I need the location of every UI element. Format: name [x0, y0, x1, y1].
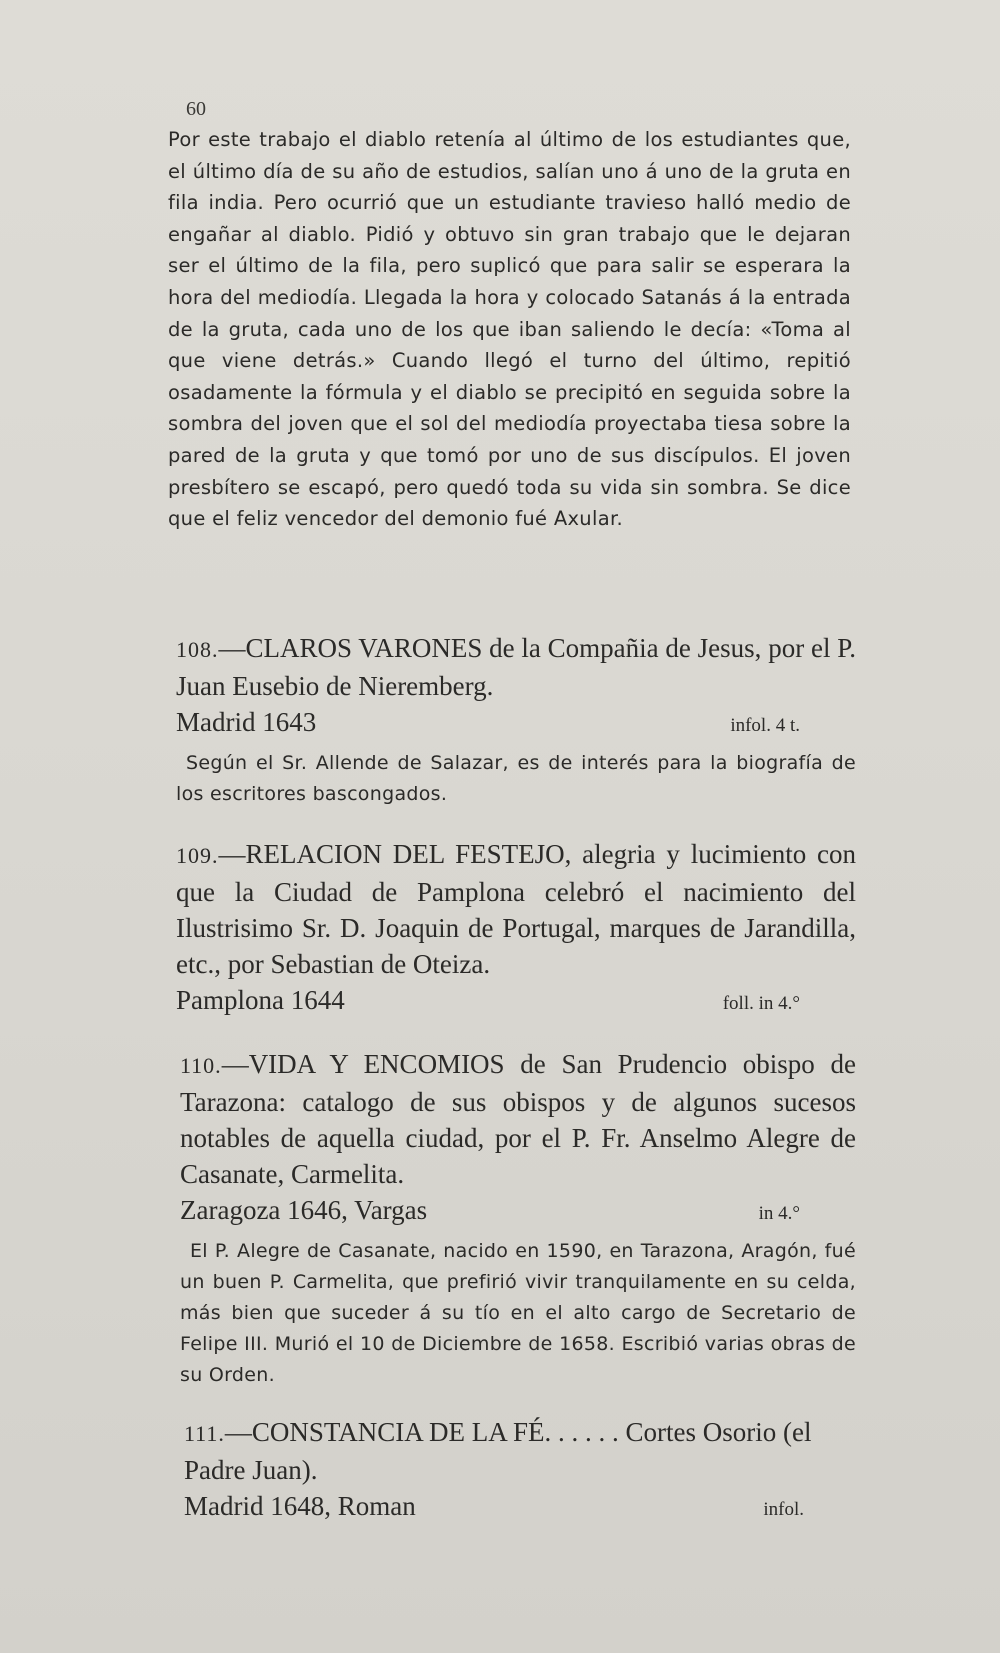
entry-format: infol. [763, 1499, 804, 1520]
entry-place-date: Madrid 1648, Roman [184, 1491, 416, 1521]
entry-title: —CONSTANCIA DE LA FÉ. . . . . . Cortes Osorio (el Padre Juan). [184, 1417, 812, 1485]
entry-title: —VIDA Y ENCOMIOS de San Prudencio obispo de Tarazona: catalogo de sus obispos y de algunos sucesos notables de aquella ciudad, por el P. Fr. Anselmo Alegre de Casanate, Carmelita. [180, 1049, 856, 1189]
entry-heading [180, 1046, 856, 1192]
entry-note: Según el Sr. Allende de Salazar, es de interés para la biografía de los escritores bascongados. [176, 752, 856, 805]
entry-format: in 4.° [758, 1203, 800, 1224]
entry-imprint [176, 982, 856, 1022]
entry-imprint [180, 1192, 856, 1232]
page-number: 60 [186, 98, 206, 120]
entry-note: El P. Alegre de Casanate, nacido en 1590, en Tarazona, Aragón, fué un buen P. Carmelita, que prefirió vivir tranquilamente en su celda, más bien que suceder á su tío en el alto cargo de Secretario de Felipe III. Murió el 10 de Diciembre de 1658. Escribió varias obras de su Orden. [180, 1240, 856, 1386]
entry-heading [176, 836, 856, 982]
entry-place-date: Pamplona 1644 [176, 985, 345, 1015]
entry-format: infol. 4 t. [730, 715, 800, 736]
entry-heading [184, 1414, 860, 1488]
entry-109 [176, 836, 856, 1022]
entry-imprint [176, 704, 856, 744]
entry-108 [176, 630, 856, 810]
entry-number: 108. [176, 637, 219, 662]
entry-110 [180, 1046, 856, 1391]
entry-number: 109. [176, 843, 219, 868]
entry-format: foll. in 4.° [722, 993, 800, 1014]
entry-imprint [184, 1488, 860, 1528]
entry-111 [184, 1414, 860, 1528]
entry-title: —CLAROS VARONES de la Compañia de Jesus, por el P. Juan Eusebio de Nieremberg. [176, 633, 856, 701]
entry-place-date: Madrid 1643 [176, 707, 317, 737]
entry-title: —RELACION DEL FESTEJO, alegria y lucimiento con que la Ciudad de Pamplona celebró el nacimiento del Ilustrisimo Sr. D. Joaquin de Portugal, marques de Jarandilla, etc., por Sebastian de Oteiza. [176, 839, 856, 979]
entry-number: 111. [184, 1421, 225, 1446]
entry-place-date: Zaragoza 1646, Vargas [180, 1195, 428, 1225]
entry-heading [176, 630, 856, 704]
intro-paragraph: Por este trabajo el diablo retenía al último de los estudiantes que, el último día de su año de estudios, salían uno á uno de la gruta en fila india. Pero ocurrió que un estudiante travieso halló medio de engañar al diablo. Pidió y obtuvo sin gran trabajo que le dejaran ser el último de la fila, pero suplicó que para salir se esperara la hora del mediodía. Llegada la hora y colocado Satanás á la entrada de la gruta, cada uno de los que iban saliendo le decía: «Toma al que viene detrás.» Cuando llegó el turno del último, repitió osadamente la fórmula y el diablo se precipitó en seguida sobre la sombra del joven que el sol del mediodía proyectaba tiesa sobre la pared de la gruta y que tomó por uno de sus discípulos. El joven presbítero se escapó, pero quedó toda su vida sin sombra. Se dice que el feliz vencedor del demonio fué Axular. [168, 128, 851, 531]
entry-number: 110. [180, 1053, 222, 1078]
